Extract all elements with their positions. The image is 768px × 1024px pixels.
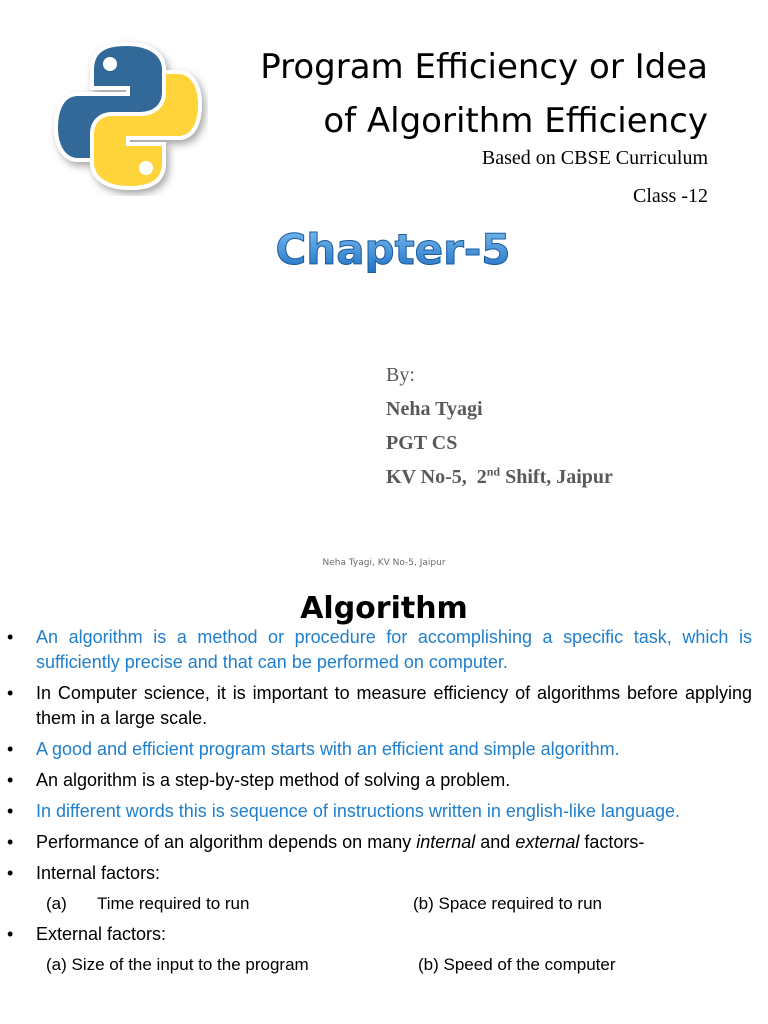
slide-footer: Neha Tyagi, KV No-5, Jaipur bbox=[322, 558, 446, 568]
bullet-dot: • bbox=[7, 770, 14, 790]
external-factors-row bbox=[0, 951, 768, 979]
list-item bbox=[0, 861, 768, 886]
bullet-text: In Computer science, it is important to measure efficiency of algorithms before applying them in a large scale. bbox=[36, 683, 752, 728]
bullet-dot: • bbox=[7, 627, 14, 647]
by-label: By: bbox=[386, 364, 415, 386]
author-name: Neha Tyagi bbox=[386, 398, 483, 420]
internal-factors-row bbox=[0, 890, 768, 918]
bullet-text: In different words this is sequence of instructions written in english-like language. bbox=[36, 801, 681, 821]
list-item bbox=[0, 799, 768, 824]
bullet-text: An algorithm is a step-by-step method of solving a problem. bbox=[36, 770, 511, 790]
python-logo-icon bbox=[46, 36, 208, 196]
bullet-dot: • bbox=[7, 801, 14, 821]
subtitle: Based on CBSE Curriculum bbox=[481, 147, 708, 169]
algorithm-slide bbox=[0, 585, 768, 1024]
bullet-dot: • bbox=[7, 832, 14, 852]
text-run: Performance of an algorithm depends on many bbox=[36, 832, 417, 852]
emphasis-internal: internal bbox=[416, 832, 476, 852]
sub-item: (a) Size of the input to the program bbox=[46, 955, 309, 974]
slide-title bbox=[188, 40, 708, 148]
list-item bbox=[0, 681, 768, 731]
sub-item: (b) Speed of the computer bbox=[418, 955, 616, 974]
bullet-list bbox=[0, 625, 768, 983]
slide-heading: Algorithm bbox=[300, 591, 468, 626]
bullet-text: Internal factors: bbox=[36, 863, 161, 883]
emphasis-external: external bbox=[515, 832, 580, 852]
chapter-heading bbox=[268, 220, 518, 280]
list-item bbox=[0, 737, 768, 762]
list-item bbox=[0, 625, 768, 675]
sub-item: (b) Space required to run bbox=[413, 894, 602, 913]
bullet-dot: • bbox=[7, 683, 14, 703]
title-line-1: Program Efficiency or Idea bbox=[260, 47, 708, 87]
list-item bbox=[0, 768, 768, 793]
bullet-dot: • bbox=[7, 924, 14, 944]
text-run: and bbox=[475, 832, 516, 852]
bullet-text: External factors: bbox=[36, 924, 167, 944]
author-school bbox=[386, 460, 613, 494]
bullet-text: A good and efficient program starts with an efficient and simple algorithm. bbox=[36, 739, 620, 759]
school-suffix: Shift, Jaipur bbox=[500, 466, 613, 488]
school-prefix: KV No-5, 2 bbox=[386, 466, 487, 488]
bullet-text: An algorithm is a method or procedure for accomplishing a specific task, which is sufficiently precise and that can be performed on computer. bbox=[36, 627, 752, 672]
sub-item: Time required to run bbox=[97, 894, 250, 913]
sub-item-label: (a) bbox=[46, 894, 67, 913]
list-item bbox=[0, 922, 768, 947]
title-line-2: of Algorithm Efficiency bbox=[323, 101, 708, 141]
school-superscript: nd bbox=[486, 464, 501, 479]
author-designation: PGT CS bbox=[386, 432, 458, 454]
bullet-dot: • bbox=[7, 863, 14, 883]
chapter-text: Chapter-5 bbox=[275, 225, 511, 274]
text-run: factors- bbox=[579, 832, 645, 852]
bullet-text bbox=[36, 832, 644, 852]
bullet-dot: • bbox=[7, 739, 14, 759]
list-item bbox=[0, 830, 768, 855]
class-label: Class -12 bbox=[633, 185, 708, 207]
author-block bbox=[386, 358, 613, 494]
